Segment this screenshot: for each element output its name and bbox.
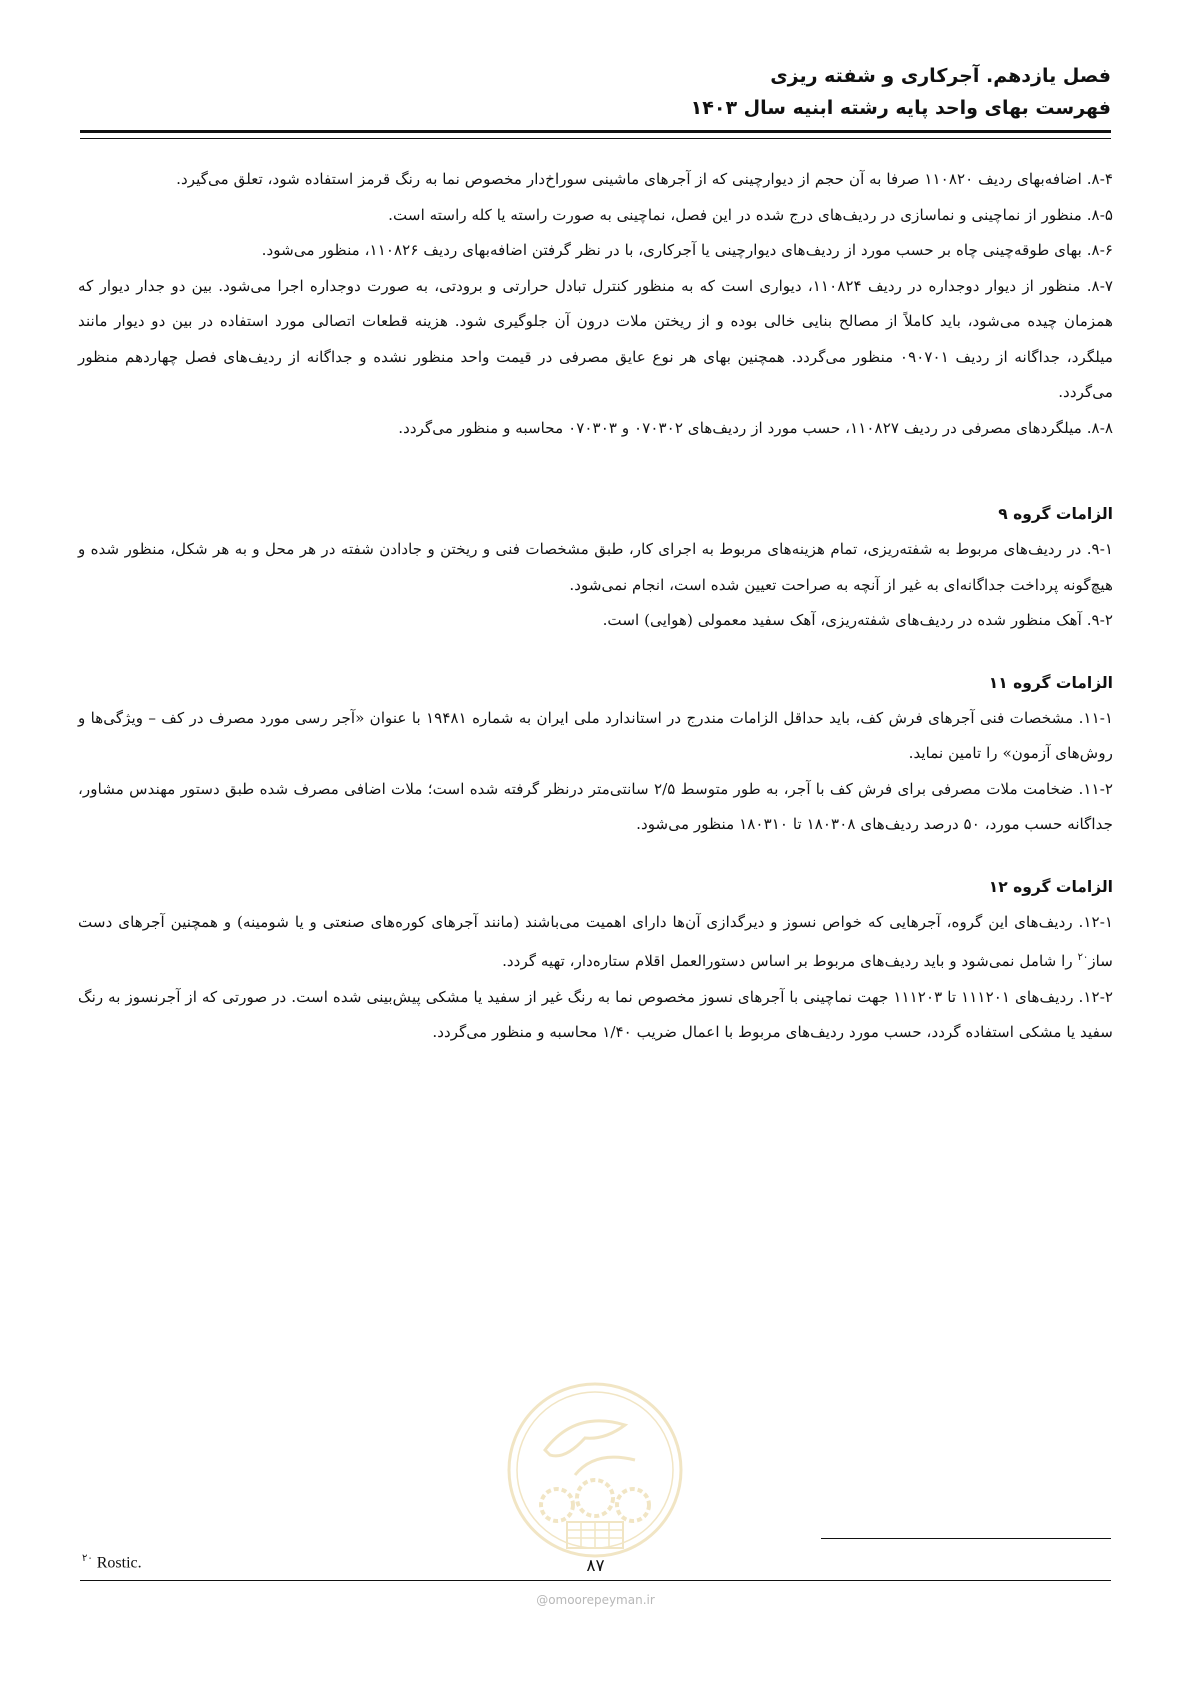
paragraph-8-5: ۸-۵. منظور از نماچینی و نماسازی در ردیف‌های درج شده در این فصل، نماچینی به صورت راسته یا کله راسته است.: [388, 205, 1113, 224]
paragraph-8-8: ۸-۸. میلگردهای مصرفی در ردیف ۱۱۰۸۲۷، حسب مورد از ردیف‌های ۰۷۰۳۰۲ و ۰۷۰۳۰۳ محاسبه و منظور می‌گردد.: [398, 418, 1113, 437]
chapter-title: فصل یازدهم. آجرکاری و شفته ریزی: [770, 65, 1111, 87]
paragraph-12-1-text-a: ۱۲-۱. ردیف‌های این گروه، آجرهایی که خواص نسوز و دیرگدازی آن‌ها دارای اهمیت می‌باشند (مانند آجرهای کوره‌های صنعتی و یا شومینه) و همچنین آجرهای دست ساز: [78, 912, 1113, 971]
paragraph-9-1: ۹-۱. در ردیف‌های مربوط به شفته‌ریزی، تمام هزینه‌های مربوط به اجرای کار، طبق مشخصات فنی و ریختن و جادادن شفته در هر محل و به هر شکل، منظور شده و هیچ‌گونه پرداخت جداگانه‌ای به غیر از آنچه به صراحت تعیین شده است، انجام نمی‌شود.: [78, 540, 1113, 594]
paragraph-12-1-text-b: را شامل نمی‌شود و باید ردیف‌های مربوط بر اساس دستورالعمل اقلام ستاره‌دار، تهیه گردد.: [502, 952, 1078, 971]
paragraph-9-2: ۹-۲. آهک منظور شده در ردیف‌های شفته‌ریزی، آهک سفید معمولی (هوایی) است.: [602, 611, 1113, 629]
footnote-separator: [821, 1538, 1111, 1539]
footnote-text: Rostic.: [92, 1554, 142, 1572]
document-body: [78, 162, 1113, 1051]
section-spacer: [78, 446, 1113, 496]
header-double-rule: [80, 130, 1111, 139]
price-list-title: فهرست بهای واحد پایه رشته ابنیه سال ۱۴۰۳: [690, 97, 1111, 119]
paragraph-12-1: [78, 905, 1113, 980]
page-number: ۸۷: [586, 1556, 605, 1576]
section-spacer: [78, 843, 1113, 869]
paragraph-8-4: ۸-۴. اضافه‌بهای ردیف ۱۱۰۸۲۰ صرفا به آن حجم از دیوارچینی که از آجرهای ماشینی سوراخ‌دار مخصوص نما به رنگ قرمز استفاده شود، تعلق می‌گیرد.: [176, 170, 1113, 188]
logo-watermark-icon: [505, 1380, 685, 1560]
group-12-heading: الزامات گروه ۱۲: [988, 877, 1113, 896]
footnote-mark: ۲۰: [82, 1553, 93, 1564]
watermark-url: @omoorepeyman.ir: [536, 1593, 655, 1607]
paragraph-11-2: ۱۱-۲. ضخامت ملات مصرفی برای فرش کف با آجر، به طور متوسط ۲/۵ سانتی‌متر درنظر گرفته شده است؛ ملات اضافی مصرف شده طبق دستور مهندس مشاور، جداگانه حسب مورد، ۵۰ درصد ردیف‌های ۱۸۰۳۰۸ تا ۱۸۰۳۱۰ منظور می‌شود.: [78, 779, 1113, 833]
paragraph-8-6: ۸-۶. بهای طوقه‌چینی چاه بر حسب مورد از ردیف‌های دیوارچینی یا آجرکاری، با در نظر گرفتن اضافه‌بهای ردیف ۱۱۰۸۲۶، منظور می‌شود.: [261, 241, 1113, 259]
paragraph-12-2: ۱۲-۲. ردیف‌های ۱۱۱۲۰۱ تا ۱۱۱۲۰۳ جهت نماچینی با آجرهای نسوز مخصوص نما به رنگ غیر از سفید یا مشکی پیش‌بینی شده است. در صورتی که از آجرنسوز به رنگ سفید یا مشکی استفاده گردد، حسب مورد ردیف‌های مربوط با اعمال ضریب ۱/۴۰ محاسبه و منظور می‌گردد.: [78, 987, 1113, 1042]
page-header: [80, 60, 1111, 124]
footnote-reference[interactable]: ۲۰: [1077, 952, 1089, 963]
section-spacer: [78, 639, 1113, 665]
paragraph-8-7: ۸-۷. منظور از دیوار دوجداره در ردیف ۱۱۰۸۲۴، دیواری است که به منظور کنترل تبادل حرارتی و برودتی، به صورت دوجداره اجرا می‌شود. بین دو جدار دیوار که همزمان چیده می‌شود، باید کاملاً از مصالح بنایی خالی بوده و از ریختن ملات درون آن جلوگیری شود. هزینه قطعات اتصالی مورد استفاده در بین دو دیوار مانند میلگرد، جداگانه از ردیف ۰۹۰۷۰۱ منظور می‌گردد. همچنین بهای هر نوع عایق مصرفی در قیمت واحد منظور نشده و جداگانه از ردیف‌های فصل چهاردهم منظور می‌گردد.: [78, 276, 1114, 401]
group-9-heading: الزامات گروه ۹: [998, 505, 1113, 523]
paragraph-11-1: ۱۱-۱. مشخصات فنی آجرهای فرش کف، باید حداقل الزامات مندرج در استاندارد ملی ایران به شماره ۱۹۴۸۱ با عنوان «آجر رسی مورد مصرف در کف – ویژگی‌ها و روش‌های آزمون» را تامین نماید.: [78, 708, 1114, 762]
group-11-heading: الزامات گروه ۱۱: [988, 673, 1113, 692]
footer-rule: [80, 1580, 1111, 1581]
